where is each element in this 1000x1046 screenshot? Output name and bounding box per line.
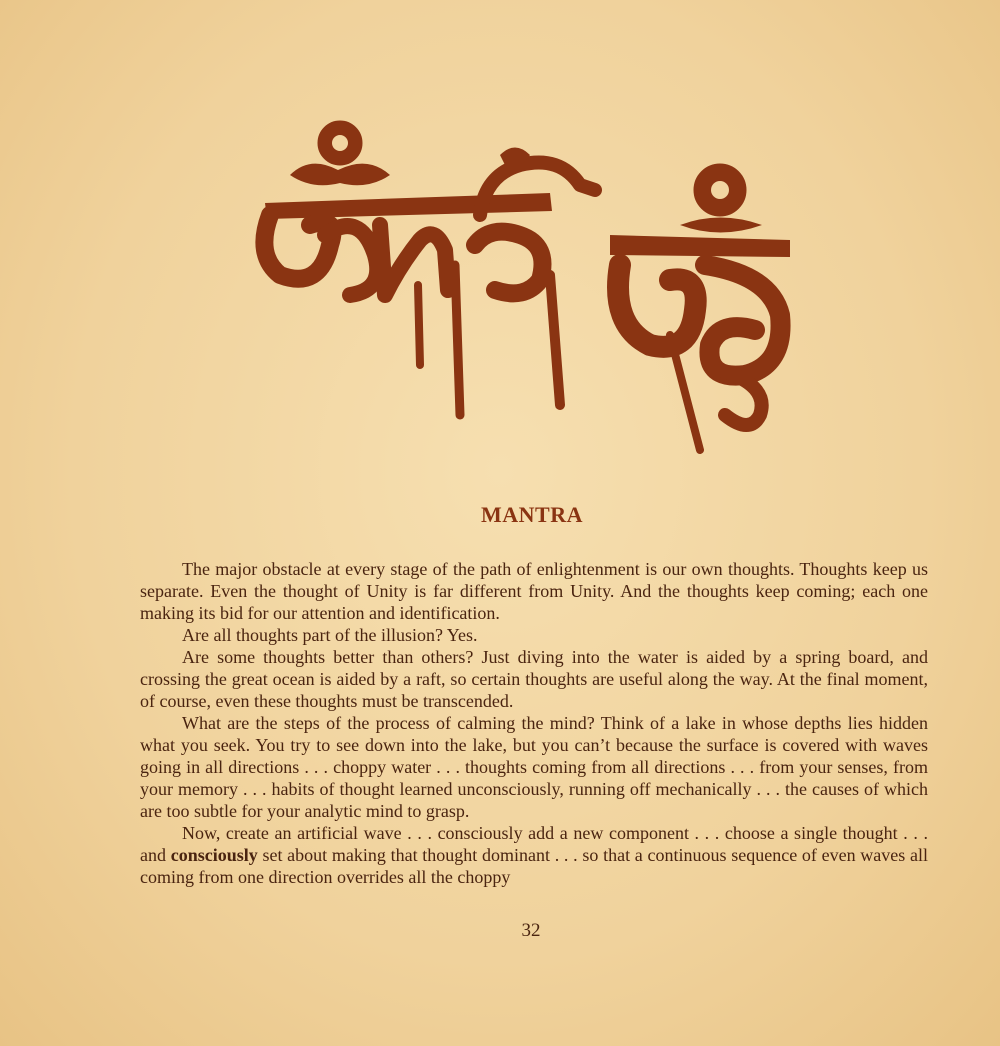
paragraph: What are the steps of the process of calming the mind? Think of a lake in whose depths lies hidden what you seek. You try to see down into the lake, but you can’t because the surface is covered with waves going in all directions . . . choppy water . . . thoughts coming from all directions . . . from your senses, from your memory . . . habits of thought learned unconsciously, running off mechanically . . . the causes of which are too subtle for your analytic mind to grasp. (140, 713, 928, 821)
paragraph: Are some thoughts better than others? Just diving into the water is aided by a spring board, and crossing the great ocean is aided by a raft, so certain thoughts are useful along the way. At the final moment, of course, even these thoughts must be transcended. (140, 647, 928, 711)
paragraph: Are all thoughts part of the illusion? Yes. (182, 625, 478, 645)
bold-emphasis: consciously (170, 845, 258, 865)
text-run: set about making that thought dominant . . . so that a continuous sequence of even waves all coming from one direction overrides all the choppy (140, 845, 928, 887)
paragraph-last (140, 822, 928, 888)
tibetan-calligraphy-image (250, 115, 810, 465)
body-text (140, 558, 928, 888)
page-title: MANTRA (481, 502, 583, 527)
text-run: Now, create an artificial wave . . . consciously add a new component . . . choose a single thought . . . and (140, 823, 928, 865)
page-number: 32 (521, 920, 541, 941)
paragraph: The major obstacle at every stage of the path of enlightenment is our own thoughts. Thoughts keep us separate. Even the thought of Unity is far different from Unity. And the thoughts keep coming; each one making its bid for our attention and identification. (140, 559, 928, 623)
